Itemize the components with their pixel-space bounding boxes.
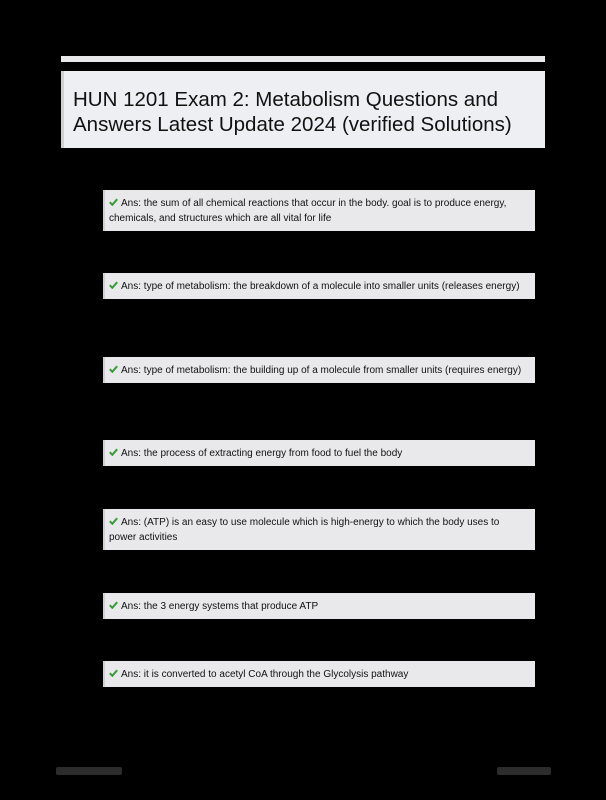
answer-text: Ans: the sum of all chemical reactions that occur in the body. goal is to produce energy, chemicals, and structures which are all vital for life bbox=[109, 198, 507, 224]
check-icon bbox=[109, 448, 118, 456]
page-title: HUN 1201 Exam 2: Metabolism Questions and Answers Latest Update 2024 (verified Solutions) bbox=[73, 88, 512, 136]
footer-page-number-redacted bbox=[497, 767, 551, 775]
answer-text: Ans: the process of extracting energy from food to fuel the body bbox=[121, 448, 403, 459]
answer-text: Ans: type of metabolism: the building up of a molecule from smaller units (requires energy) bbox=[121, 365, 522, 376]
check-icon bbox=[109, 198, 118, 206]
answer-box bbox=[103, 190, 535, 231]
answer-box bbox=[103, 440, 535, 466]
answer-box bbox=[103, 661, 535, 687]
header-divider-bar bbox=[61, 56, 545, 62]
check-icon bbox=[109, 669, 118, 677]
answer-box bbox=[103, 509, 535, 550]
answer-text: Ans: (ATP) is an easy to use molecule which is high-energy to which the body uses to power activities bbox=[109, 517, 500, 543]
check-icon bbox=[109, 281, 118, 289]
check-icon bbox=[109, 601, 118, 609]
answer-box bbox=[103, 593, 535, 619]
answer-box bbox=[103, 357, 535, 383]
footer-watermark-redacted bbox=[56, 767, 122, 775]
answer-text: Ans: it is converted to acetyl CoA through the Glycolysis pathway bbox=[121, 669, 409, 680]
answer-text: Ans: type of metabolism: the breakdown of a molecule into smaller units (releases energy) bbox=[121, 281, 520, 292]
answer-box bbox=[103, 273, 535, 299]
check-icon bbox=[109, 517, 118, 525]
answer-text: Ans: the 3 energy systems that produce ATP bbox=[121, 601, 319, 612]
check-icon bbox=[109, 365, 118, 373]
title-box bbox=[61, 71, 545, 148]
